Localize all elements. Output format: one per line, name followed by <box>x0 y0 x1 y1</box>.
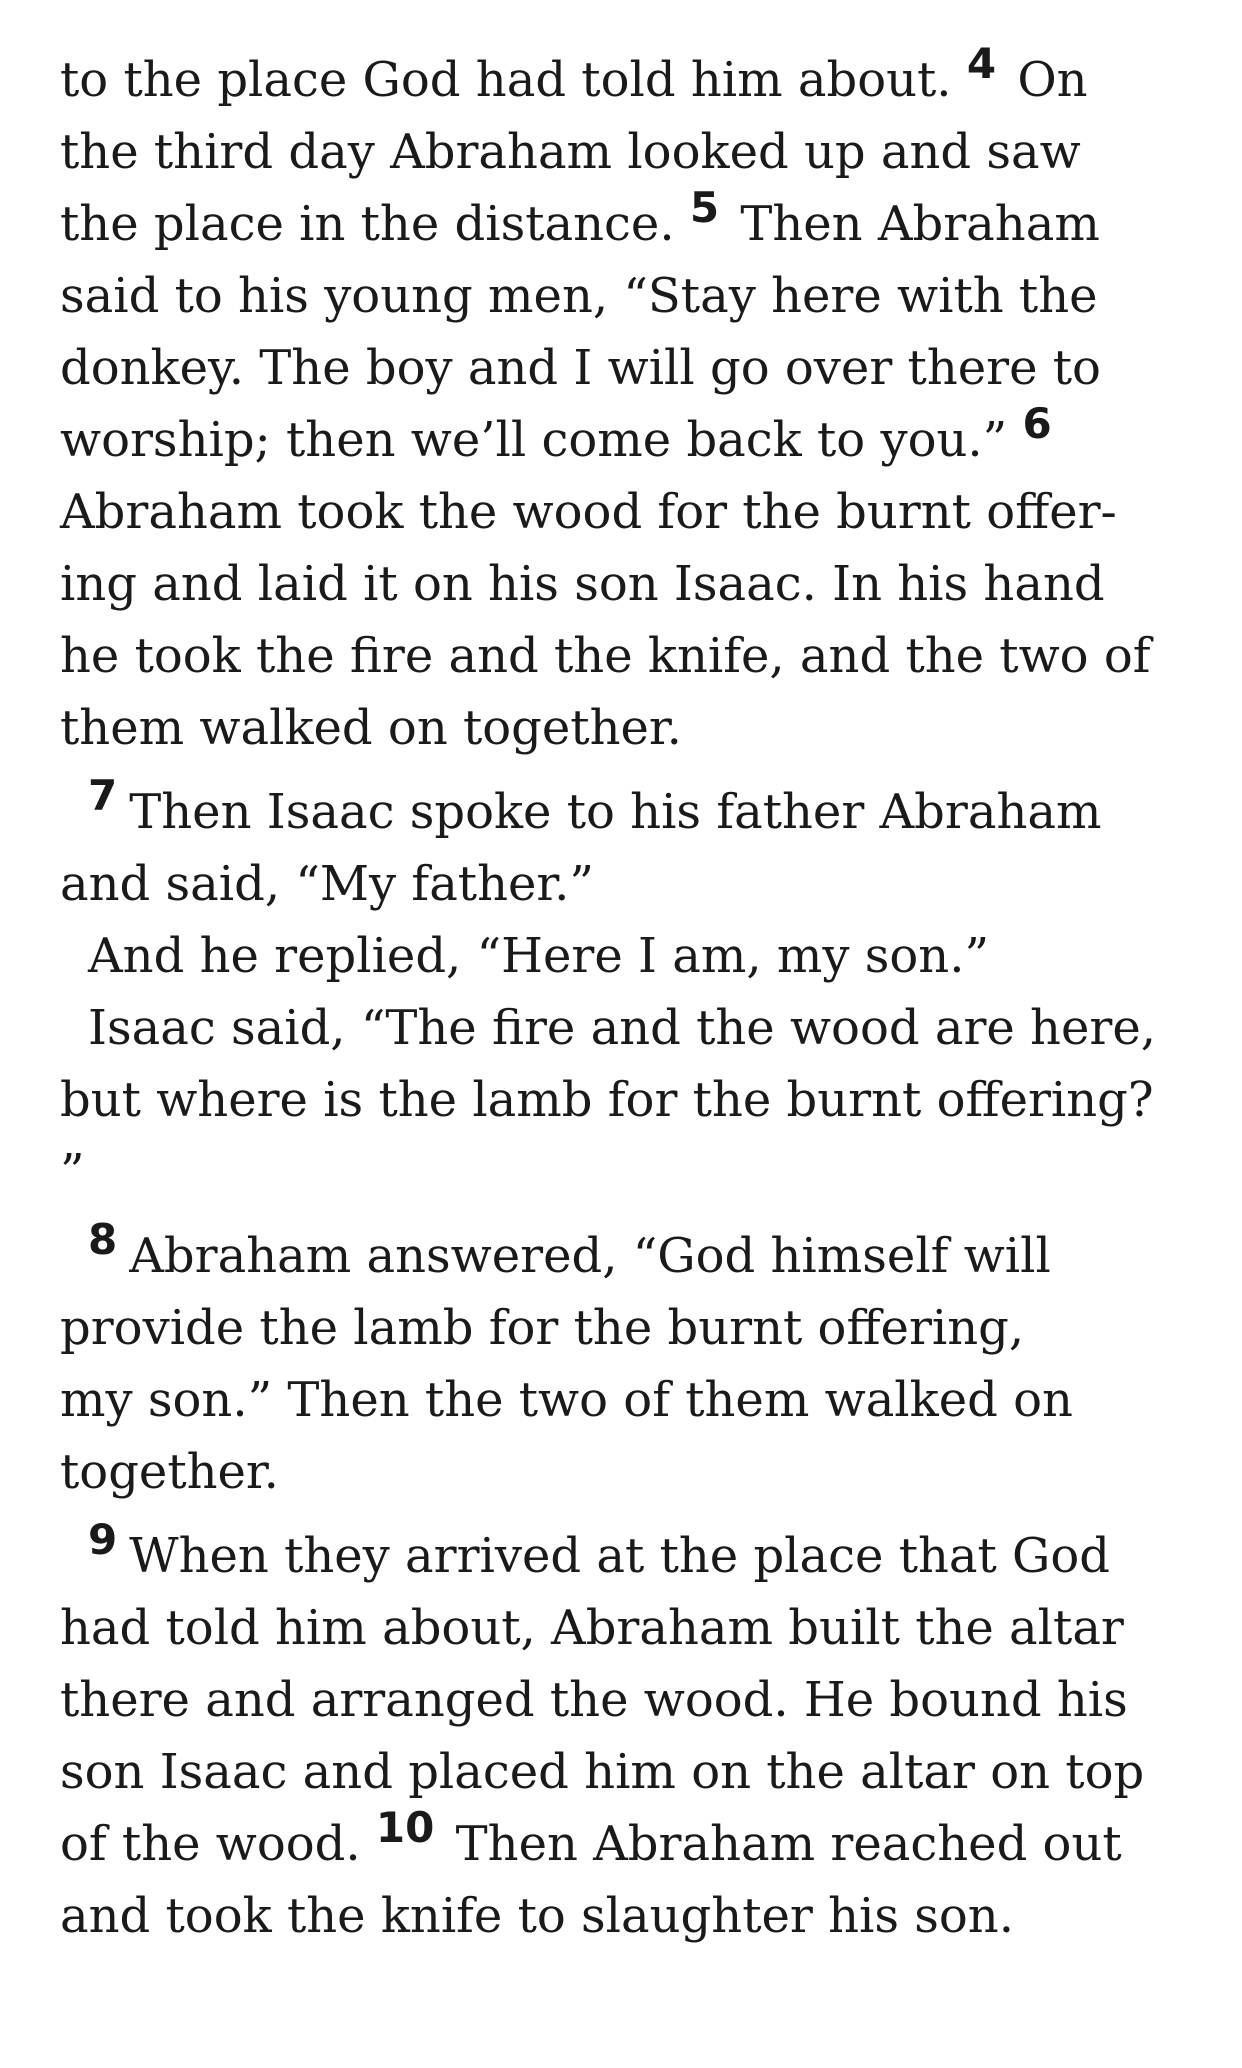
text-line: them walked on together. <box>60 700 682 756</box>
text-span: Abraham answered, “God himself will <box>129 1228 1051 1284</box>
text-line: ” <box>60 1144 85 1200</box>
text-line <box>60 1515 1200 1592</box>
text-span: Then Isaac spoke to his father Abraham <box>129 784 1102 840</box>
verse-number[interactable]: 5 <box>689 183 720 232</box>
text-span: to the place God had told him about. <box>60 52 967 108</box>
text-line: the third day Abraham looked up and saw <box>60 124 1081 180</box>
text-line <box>60 771 1200 848</box>
verse-number[interactable]: 10 <box>375 1803 435 1852</box>
text-line: had told him about, Abraham built the altar <box>60 1600 1124 1656</box>
verse-number[interactable]: 4 <box>966 39 997 88</box>
text-span: of the wood. <box>60 1816 376 1872</box>
text-line <box>60 1215 1200 1292</box>
text-line: ing and laid it on his son Isaac. In his hand <box>60 556 1105 612</box>
text-line: but where is the lamb for the burnt offering? <box>60 1072 1154 1128</box>
text-line: and said, “My father.” <box>60 856 594 912</box>
text-line: provide the lamb for the burnt offering, <box>60 1300 1025 1356</box>
text-line: together. <box>60 1444 279 1500</box>
text-span: On <box>1002 52 1088 108</box>
text-line: Abraham took the wood for the burnt offer- <box>60 484 1117 540</box>
text-span: When they arrived at the place that God <box>129 1528 1111 1584</box>
text-line <box>60 183 1200 260</box>
text-span: the place in the distance. <box>60 196 690 252</box>
text-span: Then Abraham <box>725 196 1100 252</box>
verse-number[interactable]: 9 <box>88 1515 118 1564</box>
text-line <box>60 1803 1200 1880</box>
text-line: said to his young men, “Stay here with the <box>60 268 1098 324</box>
text-line: he took the fire and the knife, and the two of <box>60 628 1151 684</box>
scripture-text <box>60 39 1200 1952</box>
verse-number[interactable]: 8 <box>88 1215 118 1264</box>
verse-number[interactable]: 7 <box>88 771 118 820</box>
text-line: Isaac said, “The fire and the wood are here, <box>88 1000 1156 1056</box>
text-line: donkey. The boy and I will go over there to <box>60 340 1101 396</box>
text-line: my son.” Then the two of them walked on <box>60 1372 1073 1428</box>
text-span: worship; then we’ll come back to you.” <box>60 412 1023 468</box>
text-line <box>60 399 1200 476</box>
text-line: and took the knife to slaughter his son. <box>60 1888 1014 1944</box>
text-line: son Isaac and placed him on the altar on top <box>60 1744 1145 1800</box>
text-line: there and arranged the wood. He bound his <box>60 1672 1128 1728</box>
text-line <box>60 39 1200 116</box>
text-span: Then Abraham reached out <box>440 1816 1122 1872</box>
verse-number[interactable]: 6 <box>1022 399 1052 448</box>
text-line: And he replied, “Here I am, my son.” <box>88 928 989 984</box>
